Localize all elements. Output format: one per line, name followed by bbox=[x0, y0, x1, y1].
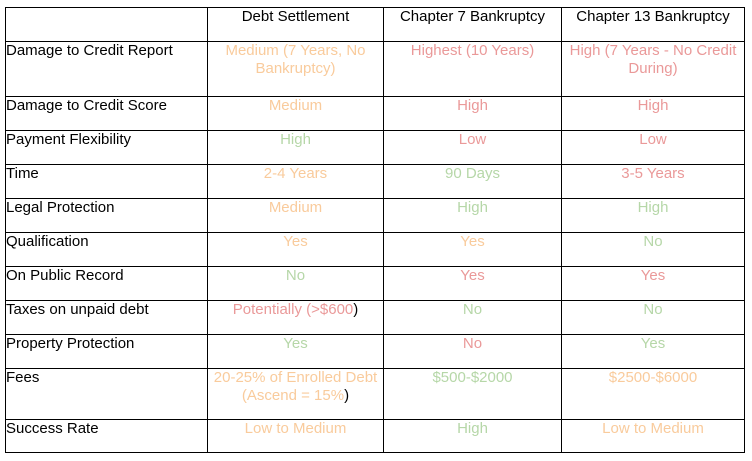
cell-chapter-13 bbox=[562, 233, 745, 267]
cell-chapter-7 bbox=[384, 131, 562, 165]
cell-value: Medium bbox=[268, 199, 323, 216]
table-row bbox=[6, 165, 745, 199]
cell-debt-settlement bbox=[208, 199, 384, 233]
cell-value: Yes bbox=[283, 335, 308, 352]
row-label: Taxes on unpaid debt bbox=[6, 301, 208, 335]
cell-chapter-7 bbox=[384, 301, 562, 335]
cell-chapter-13 bbox=[562, 335, 745, 369]
row-label: Property Protection bbox=[6, 335, 208, 369]
cell-value: Potentially (>$600 bbox=[232, 301, 354, 318]
cell-chapter-7 bbox=[384, 335, 562, 369]
cell-chapter-7 bbox=[384, 199, 562, 233]
row-label: Payment Flexibility bbox=[6, 131, 208, 165]
comparison-table-body bbox=[6, 8, 745, 453]
cell-chapter-13 bbox=[562, 199, 745, 233]
cell-value: 2-4 Years bbox=[263, 165, 328, 182]
cell-value: High bbox=[457, 420, 488, 437]
row-label: Qualification bbox=[6, 233, 208, 267]
cell-value: No bbox=[285, 267, 306, 284]
cell-value: Yes bbox=[640, 335, 666, 352]
table-row bbox=[6, 233, 745, 267]
cell-debt-settlement bbox=[208, 335, 384, 369]
row-label: Legal Protection bbox=[6, 199, 208, 233]
row-label: Damage to Credit Report bbox=[6, 42, 208, 97]
table-row bbox=[6, 267, 745, 301]
cell-debt-settlement bbox=[208, 420, 384, 453]
cell-chapter-7 bbox=[384, 97, 562, 131]
cell-chapter-7 bbox=[384, 233, 562, 267]
cell-value: High (7 Years - No Credit During) bbox=[569, 42, 737, 77]
table-row bbox=[6, 97, 745, 131]
cell-value: 3-5 Years bbox=[621, 165, 685, 182]
cell-value: High bbox=[457, 97, 488, 114]
cell-chapter-7 bbox=[384, 369, 562, 420]
table-row bbox=[6, 420, 745, 453]
row-label: Time bbox=[6, 165, 208, 199]
cell-chapter-13 bbox=[562, 420, 745, 453]
table-row bbox=[6, 369, 745, 420]
cell-value: No bbox=[643, 233, 663, 250]
cell-chapter-7 bbox=[384, 420, 562, 453]
cell-chapter-13 bbox=[562, 369, 745, 420]
cell-debt-settlement bbox=[208, 42, 384, 97]
comparison-table bbox=[5, 7, 745, 453]
cell-debt-settlement bbox=[208, 267, 384, 301]
row-label: On Public Record bbox=[6, 267, 208, 301]
cell-value: No bbox=[462, 335, 483, 352]
cell-chapter-7 bbox=[384, 165, 562, 199]
header-empty-cell bbox=[6, 8, 208, 42]
cell-value: Yes bbox=[460, 233, 485, 250]
cell-value: Medium (7 Years, No Bankruptcy) bbox=[225, 42, 366, 77]
cell-chapter-13 bbox=[562, 42, 745, 97]
cell-value: Low to Medium bbox=[244, 420, 347, 437]
cell-chapter-13 bbox=[562, 301, 745, 335]
cell-value: Low bbox=[639, 131, 667, 148]
cell-chapter-13 bbox=[562, 165, 745, 199]
cell-debt-settlement bbox=[208, 97, 384, 131]
table-row bbox=[6, 335, 745, 369]
cell-chapter-13 bbox=[562, 131, 745, 165]
cell-debt-settlement bbox=[208, 233, 384, 267]
cell-value: Yes bbox=[460, 267, 485, 284]
cell-value: High bbox=[637, 97, 669, 114]
cell-debt-settlement bbox=[208, 131, 384, 165]
cell-value: High bbox=[637, 199, 669, 216]
table-row bbox=[6, 42, 745, 97]
cell-value: Highest (10 Years) bbox=[410, 42, 535, 59]
cell-value: $2500-$6000 bbox=[608, 369, 698, 386]
cell-value: 20-25% of Enrolled Debt (Ascend = 15% bbox=[213, 369, 378, 404]
cell-value: Low bbox=[458, 131, 487, 148]
cell-debt-settlement bbox=[208, 165, 384, 199]
cell-value-suffix: ) bbox=[344, 387, 350, 404]
cell-chapter-13 bbox=[562, 267, 745, 301]
cell-debt-settlement bbox=[208, 369, 384, 420]
cell-value: High bbox=[280, 131, 311, 148]
cell-value: High bbox=[457, 199, 488, 216]
cell-value: Low to Medium bbox=[602, 420, 704, 437]
row-label: Success Rate bbox=[6, 420, 208, 453]
header-debt-settlement: Debt Settlement bbox=[208, 8, 384, 42]
cell-debt-settlement bbox=[208, 301, 384, 335]
table-row bbox=[6, 301, 745, 335]
cell-value-suffix: ) bbox=[353, 301, 359, 318]
cell-chapter-13 bbox=[562, 97, 745, 131]
cell-value: No bbox=[462, 301, 483, 318]
cell-chapter-7 bbox=[384, 267, 562, 301]
cell-value: No bbox=[643, 301, 663, 318]
cell-value: Medium bbox=[268, 97, 323, 114]
cell-value: Yes bbox=[283, 233, 308, 250]
cell-value: $500-$2000 bbox=[432, 369, 513, 386]
table-row bbox=[6, 131, 745, 165]
header-chapter-13: Chapter 13 Bankruptcy bbox=[562, 8, 745, 42]
cell-chapter-7 bbox=[384, 42, 562, 97]
cell-value: 90 Days bbox=[444, 165, 501, 182]
row-label: Damage to Credit Score bbox=[6, 97, 208, 131]
table-row bbox=[6, 199, 745, 233]
cell-value: Yes bbox=[640, 267, 666, 284]
row-label: Fees bbox=[6, 369, 208, 420]
header-row bbox=[6, 8, 745, 42]
header-chapter-7: Chapter 7 Bankruptcy bbox=[384, 8, 562, 42]
